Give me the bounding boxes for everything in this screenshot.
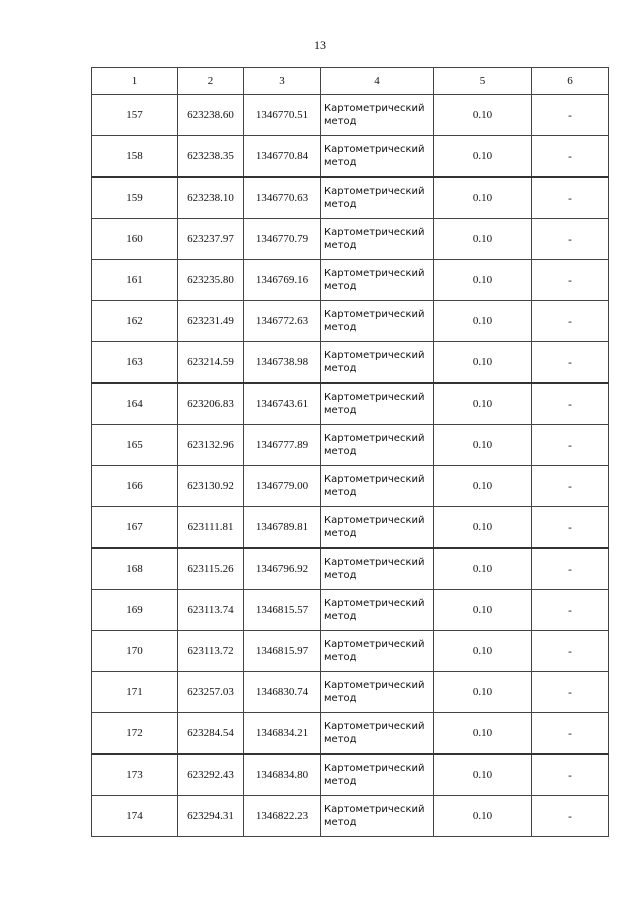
accuracy-cell: 0.10 <box>434 466 532 507</box>
x-coordinate-cell: 623113.74 <box>178 590 244 631</box>
column-header: 3 <box>244 68 321 95</box>
point-number-cell: 159 <box>92 177 178 219</box>
y-coordinate-cell: 1346830.74 <box>244 672 321 713</box>
table-row <box>92 466 609 507</box>
note-cell: - <box>532 95 609 136</box>
accuracy-cell: 0.10 <box>434 260 532 301</box>
point-number-cell: 157 <box>92 95 178 136</box>
page-number: 13 <box>314 38 326 52</box>
y-coordinate-cell: 1346834.80 <box>244 754 321 796</box>
point-number-cell: 160 <box>92 219 178 260</box>
x-coordinate-cell: 623113.72 <box>178 631 244 672</box>
y-coordinate-cell: 1346769.16 <box>244 260 321 301</box>
table-row <box>92 548 609 590</box>
table-header-row <box>92 68 609 95</box>
method-cell: Картометрический метод <box>321 342 434 384</box>
table-row <box>92 507 609 549</box>
note-cell: - <box>532 136 609 178</box>
note-cell: - <box>532 548 609 590</box>
x-coordinate-cell: 623130.92 <box>178 466 244 507</box>
method-cell: Картометрический метод <box>321 301 434 342</box>
y-coordinate-cell: 1346822.23 <box>244 796 321 837</box>
x-coordinate-cell: 623231.49 <box>178 301 244 342</box>
method-cell: Картометрический метод <box>321 383 434 425</box>
x-coordinate-cell: 623294.31 <box>178 796 244 837</box>
accuracy-cell: 0.10 <box>434 796 532 837</box>
table-row <box>92 177 609 219</box>
table-row <box>92 219 609 260</box>
method-cell: Картометрический метод <box>321 177 434 219</box>
method-cell: Картометрический метод <box>321 754 434 796</box>
point-number-cell: 174 <box>92 796 178 837</box>
table-row <box>92 95 609 136</box>
y-coordinate-cell: 1346743.61 <box>244 383 321 425</box>
accuracy-cell: 0.10 <box>434 754 532 796</box>
y-coordinate-cell: 1346815.57 <box>244 590 321 631</box>
y-coordinate-cell: 1346770.84 <box>244 136 321 178</box>
note-cell: - <box>532 754 609 796</box>
y-coordinate-cell: 1346772.63 <box>244 301 321 342</box>
point-number-cell: 173 <box>92 754 178 796</box>
x-coordinate-cell: 623238.60 <box>178 95 244 136</box>
note-cell: - <box>532 713 609 755</box>
accuracy-cell: 0.10 <box>434 301 532 342</box>
table-row <box>92 754 609 796</box>
y-coordinate-cell: 1346789.81 <box>244 507 321 549</box>
x-coordinate-cell: 623292.43 <box>178 754 244 796</box>
method-cell: Картометрический метод <box>321 672 434 713</box>
accuracy-cell: 0.10 <box>434 342 532 384</box>
column-header: 4 <box>321 68 434 95</box>
note-cell: - <box>532 219 609 260</box>
method-cell: Картометрический метод <box>321 219 434 260</box>
point-number-cell: 164 <box>92 383 178 425</box>
table-row <box>92 672 609 713</box>
method-cell: Картометрический метод <box>321 136 434 178</box>
point-number-cell: 158 <box>92 136 178 178</box>
method-cell: Картометрический метод <box>321 95 434 136</box>
note-cell: - <box>532 301 609 342</box>
x-coordinate-cell: 623238.35 <box>178 136 244 178</box>
note-cell: - <box>532 507 609 549</box>
accuracy-cell: 0.10 <box>434 136 532 178</box>
point-number-cell: 167 <box>92 507 178 549</box>
table-row <box>92 383 609 425</box>
accuracy-cell: 0.10 <box>434 425 532 466</box>
method-cell: Картометрический метод <box>321 260 434 301</box>
column-header: 1 <box>92 68 178 95</box>
table-row <box>92 590 609 631</box>
point-number-cell: 163 <box>92 342 178 384</box>
y-coordinate-cell: 1346738.98 <box>244 342 321 384</box>
point-number-cell: 172 <box>92 713 178 755</box>
column-header: 2 <box>178 68 244 95</box>
y-coordinate-cell: 1346815.97 <box>244 631 321 672</box>
method-cell: Картометрический метод <box>321 631 434 672</box>
accuracy-cell: 0.10 <box>434 713 532 755</box>
note-cell: - <box>532 342 609 384</box>
note-cell: - <box>532 672 609 713</box>
point-number-cell: 166 <box>92 466 178 507</box>
x-coordinate-cell: 623132.96 <box>178 425 244 466</box>
table-row <box>92 796 609 837</box>
method-cell: Картометрический метод <box>321 507 434 549</box>
point-number-cell: 170 <box>92 631 178 672</box>
accuracy-cell: 0.10 <box>434 219 532 260</box>
point-number-cell: 162 <box>92 301 178 342</box>
table-row <box>92 631 609 672</box>
table-row <box>92 301 609 342</box>
note-cell: - <box>532 466 609 507</box>
y-coordinate-cell: 1346779.00 <box>244 466 321 507</box>
point-number-cell: 168 <box>92 548 178 590</box>
table-row <box>92 713 609 755</box>
accuracy-cell: 0.10 <box>434 507 532 549</box>
accuracy-cell: 0.10 <box>434 95 532 136</box>
x-coordinate-cell: 623284.54 <box>178 713 244 755</box>
method-cell: Картометрический метод <box>321 425 434 466</box>
table-row <box>92 425 609 466</box>
x-coordinate-cell: 623237.97 <box>178 219 244 260</box>
x-coordinate-cell: 623115.26 <box>178 548 244 590</box>
y-coordinate-cell: 1346777.89 <box>244 425 321 466</box>
accuracy-cell: 0.10 <box>434 383 532 425</box>
method-cell: Картометрический метод <box>321 466 434 507</box>
y-coordinate-cell: 1346796.92 <box>244 548 321 590</box>
point-number-cell: 169 <box>92 590 178 631</box>
method-cell: Картометрический метод <box>321 548 434 590</box>
column-header: 6 <box>532 68 609 95</box>
x-coordinate-cell: 623214.59 <box>178 342 244 384</box>
method-cell: Картометрический метод <box>321 713 434 755</box>
y-coordinate-cell: 1346770.63 <box>244 177 321 219</box>
note-cell: - <box>532 425 609 466</box>
method-cell: Картометрический метод <box>321 796 434 837</box>
point-number-cell: 165 <box>92 425 178 466</box>
accuracy-cell: 0.10 <box>434 548 532 590</box>
x-coordinate-cell: 623257.03 <box>178 672 244 713</box>
point-number-cell: 171 <box>92 672 178 713</box>
y-coordinate-cell: 1346770.79 <box>244 219 321 260</box>
note-cell: - <box>532 383 609 425</box>
method-cell: Картометрический метод <box>321 590 434 631</box>
y-coordinate-cell: 1346834.21 <box>244 713 321 755</box>
note-cell: - <box>532 631 609 672</box>
table-body <box>92 95 609 837</box>
accuracy-cell: 0.10 <box>434 177 532 219</box>
note-cell: - <box>532 796 609 837</box>
column-header: 5 <box>434 68 532 95</box>
x-coordinate-cell: 623238.10 <box>178 177 244 219</box>
coordinates-table <box>91 67 609 837</box>
point-number-cell: 161 <box>92 260 178 301</box>
x-coordinate-cell: 623235.80 <box>178 260 244 301</box>
table-row <box>92 136 609 178</box>
accuracy-cell: 0.10 <box>434 672 532 713</box>
table-row <box>92 260 609 301</box>
note-cell: - <box>532 590 609 631</box>
note-cell: - <box>532 260 609 301</box>
table-row <box>92 342 609 384</box>
x-coordinate-cell: 623206.83 <box>178 383 244 425</box>
note-cell: - <box>532 177 609 219</box>
accuracy-cell: 0.10 <box>434 590 532 631</box>
x-coordinate-cell: 623111.81 <box>178 507 244 549</box>
y-coordinate-cell: 1346770.51 <box>244 95 321 136</box>
accuracy-cell: 0.10 <box>434 631 532 672</box>
